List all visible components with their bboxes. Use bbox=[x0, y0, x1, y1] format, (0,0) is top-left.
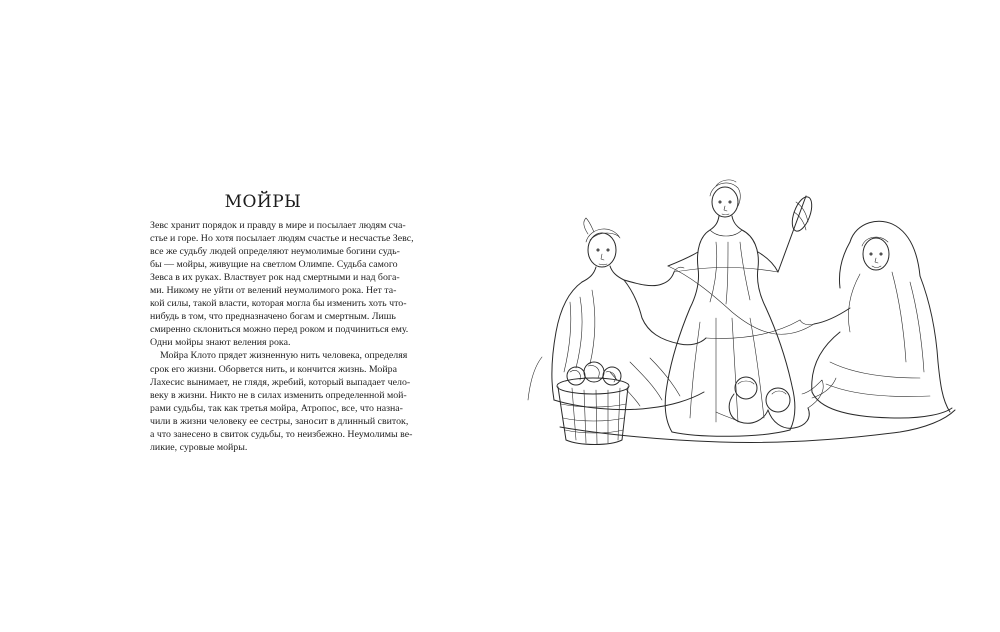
text-line: Зевс хранит порядок и правду в мире и посылает людям сча- bbox=[150, 220, 406, 231]
text-line: Лахесис вынимает, не глядя, жребий, который выпадает чело- bbox=[150, 376, 411, 388]
text-line: ми. Никому не уйти от велений неумолимого рока. Нет та- bbox=[150, 285, 397, 297]
text-line: бы — мойры, живущие на светлом Олимпе. Судьба самого bbox=[150, 259, 398, 271]
text-line: Мойра Клото прядет жизненную нить человека, определяя bbox=[160, 350, 408, 362]
text-line: все же судьбу людей определяют неумолимые богини судь- bbox=[150, 246, 400, 258]
text-line: ликие, суровые мойры. bbox=[150, 441, 248, 453]
moirai-illustration bbox=[520, 172, 960, 457]
text-line: веку в жизни. Никто не в силах изменить определенной мой- bbox=[150, 389, 407, 401]
text-line: Зевса в их руках. Властвует рок над смертными и над бога- bbox=[150, 272, 400, 284]
text-line: кой силы, такой власти, которая могла бы изменить хоть что- bbox=[150, 298, 407, 310]
text-line: чили в жизни человеку ее сестры, заносит в длинный свиток, bbox=[150, 415, 409, 427]
text-line: а что занесено в свиток судьбы, то неизбежно. Неумолимы ве- bbox=[150, 428, 413, 440]
text-line: стье и горе. Но хотя посылает людям счастье и несчастье Зевс, bbox=[150, 233, 414, 245]
article-title: МОЙРЫ bbox=[224, 192, 302, 212]
text-line: рами судьбы, так как третья мойра, Атропос, все, что назна- bbox=[150, 402, 403, 414]
three-moirai-line-drawing bbox=[520, 172, 960, 457]
article-body bbox=[150, 219, 414, 454]
text-line: смиренно склониться можно перед роком и подчиниться ему. bbox=[150, 324, 409, 336]
text-line: Одни мойры знают веления рока. bbox=[150, 337, 291, 349]
text-line: нибудь в том, что предназначено богам и смертным. Лишь bbox=[150, 311, 396, 323]
text-line: срок его жизни. Оборвется нить, и кончится жизнь. Мойра bbox=[150, 363, 397, 375]
